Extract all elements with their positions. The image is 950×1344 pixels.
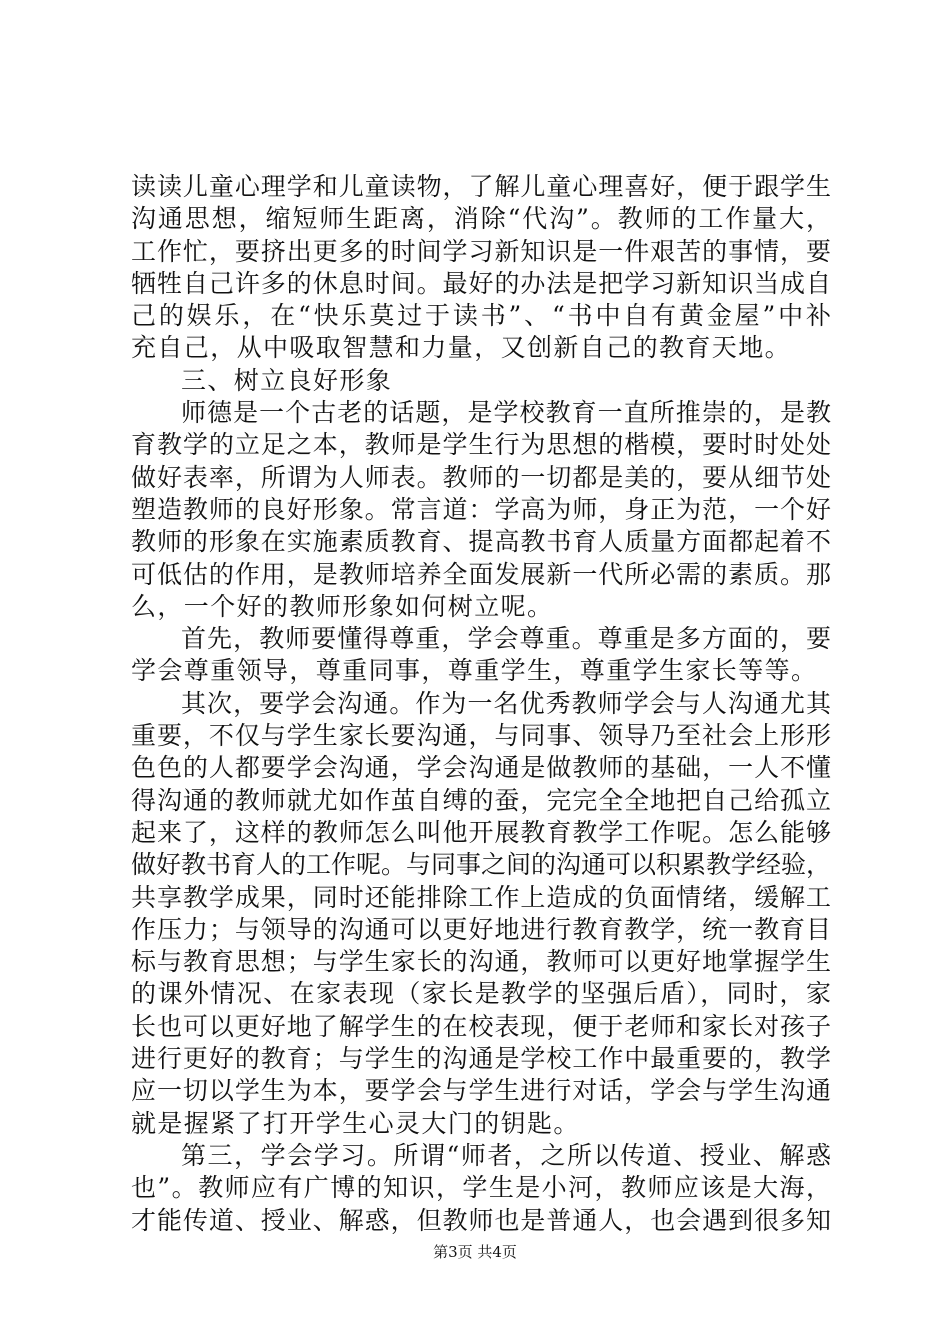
- text-line: 做好教书育人的工作呢。与同事之间的沟通可以积累教学经验，: [131, 850, 831, 880]
- text-line: 才能传道、授业、解惑，但教师也是普通人，也会遇到很多知: [131, 1205, 831, 1235]
- text-line: 首先，教师要懂得尊重，学会尊重。尊重是多方面的，要: [181, 624, 831, 654]
- text-line: 得沟通的教师就尤如作茧自缚的蚕，完完全全地把自己给孤立: [131, 785, 831, 815]
- page-footer: 第3页 共4页: [433, 1243, 517, 1261]
- text-line: 师德是一个古老的话题，是学校教育一直所推崇的，是教: [181, 398, 831, 428]
- text-line: 沟通思想，缩短师生距离，消除“代沟”。教师的工作量大，: [131, 204, 831, 234]
- text-line: 教师的形象在实施素质教育、提高教书育人质量方面都起着不: [131, 527, 831, 557]
- text-line: 长也可以更好地了解学生的在校表现，便于老师和家长对孩子: [131, 1011, 831, 1041]
- text-line: 第三，学会学习。所谓“师者，之所以传道、授业、解惑: [181, 1140, 831, 1170]
- text-line: 做好表率，所谓为人师表。教师的一切都是美的，要从细节处: [131, 462, 831, 492]
- text-line: 充自己，从中吸取智慧和力量，又创新自己的教育天地。: [131, 333, 792, 363]
- text-line: 么，一个好的教师形象如何树立呢。: [131, 591, 554, 621]
- text-line: 也”。教师应有广博的知识，学生是小河，教师应该是大海，: [131, 1173, 831, 1203]
- text-line: 应一切以学生为本，要学会与学生进行对话，学会与学生沟通: [131, 1076, 831, 1106]
- text-line: 可低估的作用，是教师培养全面发展新一代所必需的素质。那: [131, 559, 831, 589]
- text-line: 育教学的立足之本，教师是学生行为思想的楷模，要时时处处: [131, 430, 831, 460]
- text-line: 工作忙，要挤出更多的时间学习新知识是一件艰苦的事情，要: [131, 236, 831, 266]
- text-line: 就是握紧了打开学生心灵大门的钥匙。: [131, 1108, 580, 1138]
- text-line: 塑造教师的良好形象。常言道：学高为师，身正为范，一个好: [131, 494, 831, 524]
- text-line: 学会尊重领导，尊重同事，尊重学生，尊重学生家长等等。: [131, 656, 818, 686]
- text-line: 进行更好的教育；与学生的沟通是学校工作中最重要的，教学: [131, 1044, 831, 1074]
- text-line: 其次，要学会沟通。作为一名优秀教师学会与人沟通尤其: [181, 688, 831, 718]
- text-line: 读读儿童心理学和儿童读物，了解儿童心理喜好，便于跟学生: [131, 172, 831, 201]
- text-line: 的课外情况、在家表现（家长是教学的坚强后盾），同时，家: [131, 979, 831, 1009]
- text-line: 共享教学成果，同时还能排除工作上造成的负面情绪，缓解工: [131, 882, 831, 912]
- text-line: 己的娱乐，在“快乐莫过于读书”、“书中自有黄金屋”中补: [131, 301, 831, 331]
- text-line: 起来了，这样的教师怎么叫他开展教育教学工作呢。怎么能够: [131, 817, 831, 847]
- text-line: 标与教育思想；与学生家长的沟通，教师可以更好地掌握学生: [131, 947, 831, 977]
- text-line: 作压力；与领导的沟通可以更好地进行教育教学，统一教育目: [131, 914, 831, 944]
- section-heading: 三、树立良好形象: [181, 365, 393, 395]
- text-line: 色色的人都要学会沟通，学会沟通是做教师的基础，一人不懂: [131, 753, 831, 783]
- document-body: [131, 171, 831, 1237]
- text-line: 重要，不仅与学生家长要沟通，与同事、领导乃至社会上形形: [131, 721, 831, 751]
- text-line: 牺牲自己许多的休息时间。最好的办法是把学习新知识当成自: [131, 268, 831, 298]
